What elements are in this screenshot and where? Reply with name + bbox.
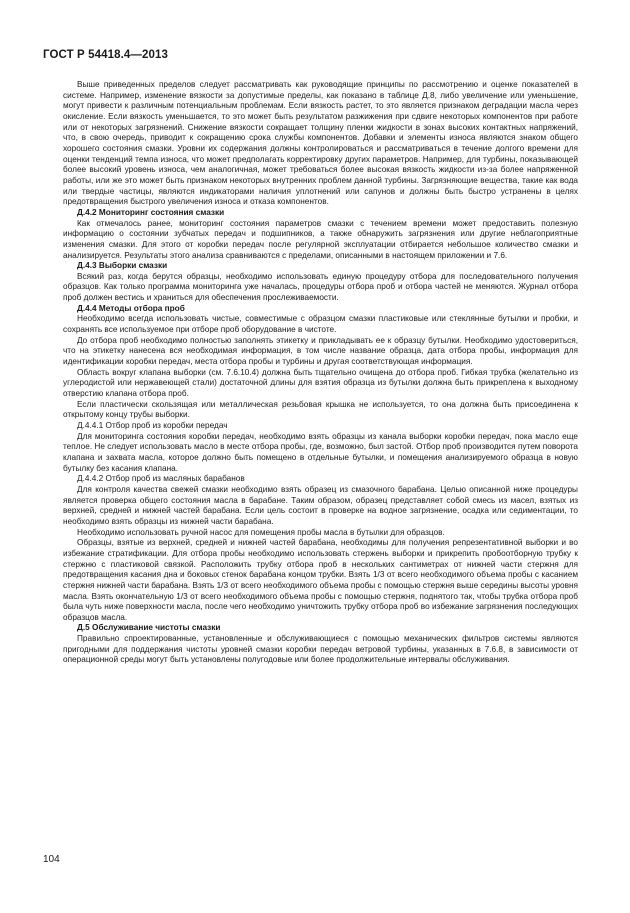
paragraph: Область вокруг клапана выборки (см. 7.6.10.4) должна быть тщательно очищена до отбора проб. Гибкая трубка (желательно из углеродистой или нержавеющей стали) достаточной длины для взятия образца из бутылки должна быть прикреплена к выходному отверстию клапана отбора проб. [63,367,578,399]
page-number: 104 [43,854,60,865]
document-body [63,80,578,666]
paragraph: Выше приведенных пределов следует рассматривать как руководящие принципы по рассмотрению и оценке показателей в системе. Например, изменение вязкости за допустимые пределы, как показано в таблице Д.8, либо увеличение или уменьшение, могут привести к различным потенциальным проблемам. Если вязкость растет, то это является признаком деградации масла через окисление. Если вязкость уменьшается, то это может быть результатом разжижения при сдвиге некоторых компонентов при работе или от некоторых загрязнений. Снижение вязкости сокращает толщину пленки жидкости в зонах высоких контактных напряжений, что, в свою очередь, приводит к сокращению срока службы компонентов. Добавки и элементы износа являются знаком общего хорошего состояния смазки. Уровни их содержания должны контролироваться и рассматриваться в течение долгого времени для оценки тенденций темпа износа, что может предполагать корректировку других параметров. Например, для турбины, показывающей более высокий уровень износа, чем аналогичная, может требоваться более высокая вязкость жидкости из-за более напряженной работы, или же это может быть признаком некоторых внутренних проблем данной турбины. Загрязняющие вещества, такие как вода или твердые частицы, являются индикаторами наличия уплотнений или сапунов и должны быть быстро устранены в целях предотвращения быстрого увеличения износа и отказа компонентов. [63,80,578,207]
section-heading: Д.4.2 Мониторинг состояния смазки [77,207,225,217]
paragraph: Образцы, взятые из верхней, средней и нижней частей барабана, необходимы для получения репрезентативной выборки и во избежание стратификации. Для отбора пробы необходимо использовать стержень выборки и прикрепить пробоотборную трубку к стержню с пластиковой связкой. Расположить трубку отбора проб в нескольких сантиметрах от нижней части стержня для предотвращения касания дна и боковых стенок барабана концом трубки. Взять 1/3 от всего необходимого объема пробы с касанием стержня нижней части барабана. Взять 1/3 от всего необходимого объема пробы с помощью стержня выше середины высоты уровня масла. Взять окончательную 1/3 от всего необходимого объема пробы с помощью стержня, поднятого так, чтобы трубка отбора проб была чуть ниже поверхности масла, после чего необходимо уничтожить трубку отбора проб во избежание загрязнения последующих образцов масла. [63,538,578,622]
subsection-heading: Д.4.4.1 Отбор проб из коробки передач [77,421,228,430]
paragraph: Необходимо использовать ручной насос для помещения пробы масла в бутылки для образцов. [77,527,445,537]
paragraph: Для контроля качества свежей смазки необходимо взять образец из смазочного барабана. Целью описанной ниже процедуры является проверка общего состояния масла в барабане. Таким образом, образец представляет собой смесь из масел, взятых из верхней, средней и нижней частей барабана. Если цель состоит в проверке на водное загрязнение, осадка или седиментации, то необходимо взять образцы из нижней части барабана. [63,484,578,526]
paragraph: Как отмечалось ранее, мониторинг состояния параметров смазки с течением времени может предоставить полезную информацию о состоянии зубчатых передач и подшипников, а также обнаружить загрязнения или другие неблагоприятные изменения смазки. Для этого от коробки передач после регулярной эксплуатации отбирается небольшое количество смазки и анализируется. Результаты этого анализа сравниваются с пределами, описанными в настоящем приложении и 7.6. [63,218,578,260]
paragraph: Необходимо всегда использовать чистые, совместимые с образцом смазки пластиковые или стеклянные бутылки и пробки, и сохранять все используемое при отборе проб оборудование в чистоте. [63,314,578,335]
paragraph: До отбора проб необходимо полностью заполнять этикетку и прикладывать ее к образцу бутылки. Необходимо удостовериться, что на этикетку нанесена вся необходимая информация, в том числе название образца, дата отбора пробы, информация для идентификации коробки передач, места отбора пробы и турбины и другая соответствующая информация. [63,335,578,367]
paragraph: Если пластически скользящая или металлическая резьбовая крышка не используется, то она должна быть присоединена к открытому концу трубы выборки. [63,399,578,420]
paragraph: Правильно спроектированные, установленные и обслуживающиеся с помощью механических фильтров системы являются пригодными для поддержания чистоты уровней смазки коробки передач ветровой турбины, указанных в 7.6.8, в зависимости от операционной среды могут быть установлены полугодовые или более продолжительные интервалы обслуживания. [63,634,578,665]
section-heading: Д.4.3 Выборки смазки [77,261,168,271]
section-heading: Д.5 Обслуживание чистоты смазки [77,623,221,633]
subsection-heading: Д.4.4.2 Отбор проб из масляных барабанов [77,474,245,484]
paragraph: Всякий раз, когда берутся образцы, необходимо использовать единую процедуру отбора для последовательного получения образцов. Как только программа мониторинга уже началась, процедуры отбора проб и отбора частей не меняются. Журнал отбора проб должен вестись и храниться для обеспечения прослеживаемости. [63,271,578,303]
section-heading: Д.4.4 Методы отбора проб [77,303,185,313]
document-code-header: ГОСТ Р 54418.4—2013 [43,49,168,61]
paragraph: Для мониторинга состояния коробки передач, необходимо взять образцы из канала выборки коробки передач, пока масло еще теплое. Не следует использовать масло в месте отбора пробы, где, возможно, был застой. Отбор проб производится путем поворота клапана и захвата масла, которое должно быть помещено в отдельные бутылки, и помещения анализируемого образца в новую бутылку без касания клапана. [63,431,578,473]
